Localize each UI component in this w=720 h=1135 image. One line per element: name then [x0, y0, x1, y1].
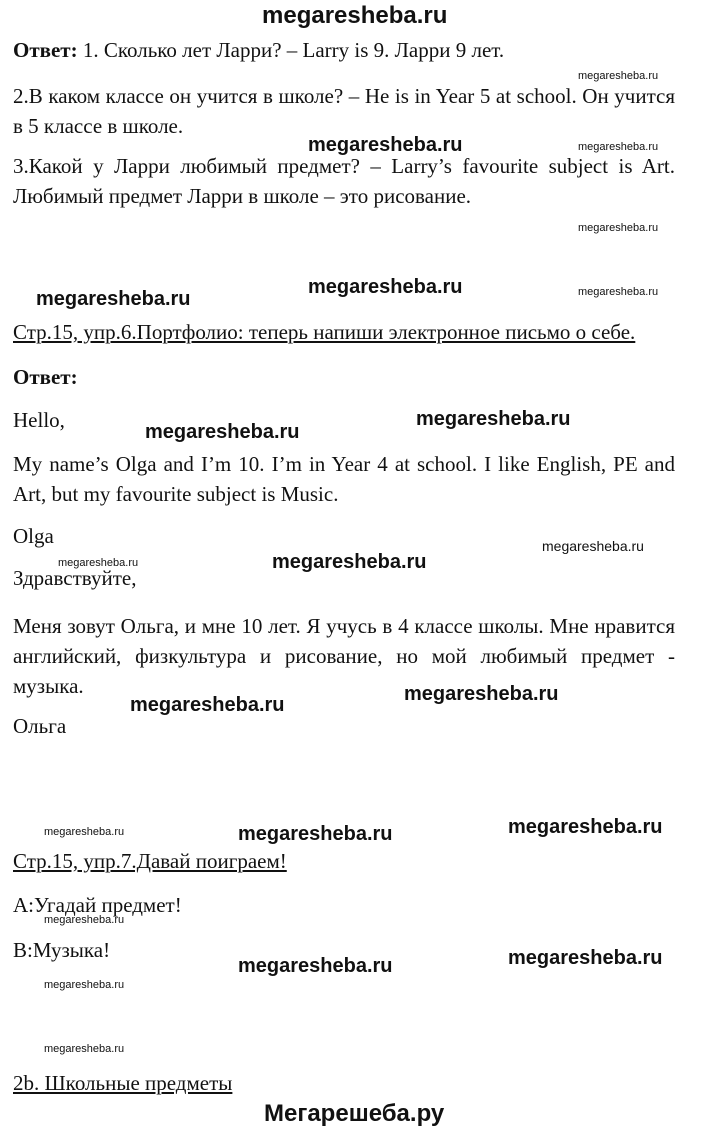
watermark: megaresheba.ru	[542, 538, 644, 554]
letter-sign-ru: Ольга	[13, 714, 67, 738]
watermark: megaresheba.ru	[58, 557, 139, 569]
dialog-line-a: A:Угадай предмет!	[13, 893, 182, 917]
watermark: megaresheba.ru	[404, 683, 559, 705]
watermark: megaresheba.ru	[130, 694, 285, 716]
watermark: megaresheba.ru	[36, 288, 191, 310]
watermark: megaresheba.ru	[238, 823, 393, 845]
dialog-line-b: B:Музыка!	[13, 938, 111, 962]
watermark: megaresheba.ru	[416, 408, 571, 430]
letter-body-en: My name’s Olga and I’m 10. I’m in Year 4 at school. I like English, PE and Art, but my favourite subject is Music.	[13, 452, 675, 506]
watermark: megaresheba.ru	[44, 1043, 125, 1055]
letter-greeting-ru: Здравствуйте,	[13, 566, 137, 590]
watermark: megaresheba.ru	[44, 979, 125, 991]
watermark: megaresheba.ru	[145, 421, 300, 443]
letter-body-ru: Меня зовут Ольга, и мне 10 лет. Я учусь в 4 классе школы. Мне нравится английский, физкультура и рисование, но мой любимый предмет - музыка.	[13, 614, 675, 698]
answer-3: 3.Какой у Ларри любимый предмет? – Larry’s favourite subject is Art. Любимый предмет Ларри в школе – это рисование.	[13, 154, 675, 208]
site-footer: Мегарешеба.ру	[264, 1100, 445, 1127]
letter-sign-en: Olga	[13, 524, 54, 548]
watermark: megaresheba.ru	[578, 222, 659, 234]
watermark: megaresheba.ru	[578, 141, 659, 153]
watermark: megaresheba.ru	[272, 551, 427, 573]
exercise-6-answer-label: Ответ:	[13, 365, 78, 389]
watermark: megaresheba.ru	[578, 70, 659, 82]
watermark: megaresheba.ru	[44, 914, 125, 926]
watermark: megaresheba.ru	[508, 947, 663, 969]
watermark: megaresheba.ru	[44, 826, 125, 838]
site-header: megaresheba.ru	[262, 2, 448, 29]
watermark: megaresheba.ru	[578, 286, 659, 298]
answer-line-1	[13, 35, 504, 65]
watermark: megaresheba.ru	[308, 276, 463, 298]
answer-label: Ответ:	[13, 38, 78, 62]
watermark: megaresheba.ru	[238, 955, 393, 977]
watermark: megaresheba.ru	[508, 816, 663, 838]
exercise-7-heading: Стр.15, упр.7.Давай поиграем!	[13, 849, 287, 873]
section-heading: 2b. Школьные предметы	[13, 1071, 233, 1095]
letter-greeting-en: Hello,	[13, 408, 65, 432]
exercise-6-heading: Стр.15, упр.6.Портфолио: теперь напиши электронное письмо о себе.	[13, 320, 636, 344]
watermark: megaresheba.ru	[308, 134, 463, 156]
answer-2: 2.В каком классе он учится в школе? – He is in Year 5 at school. Он учится в 5 классе в школе.	[13, 84, 675, 138]
answer-1-text: 1. Сколько лет Ларри? – Larry is 9. Ларри 9 лет.	[77, 38, 505, 62]
